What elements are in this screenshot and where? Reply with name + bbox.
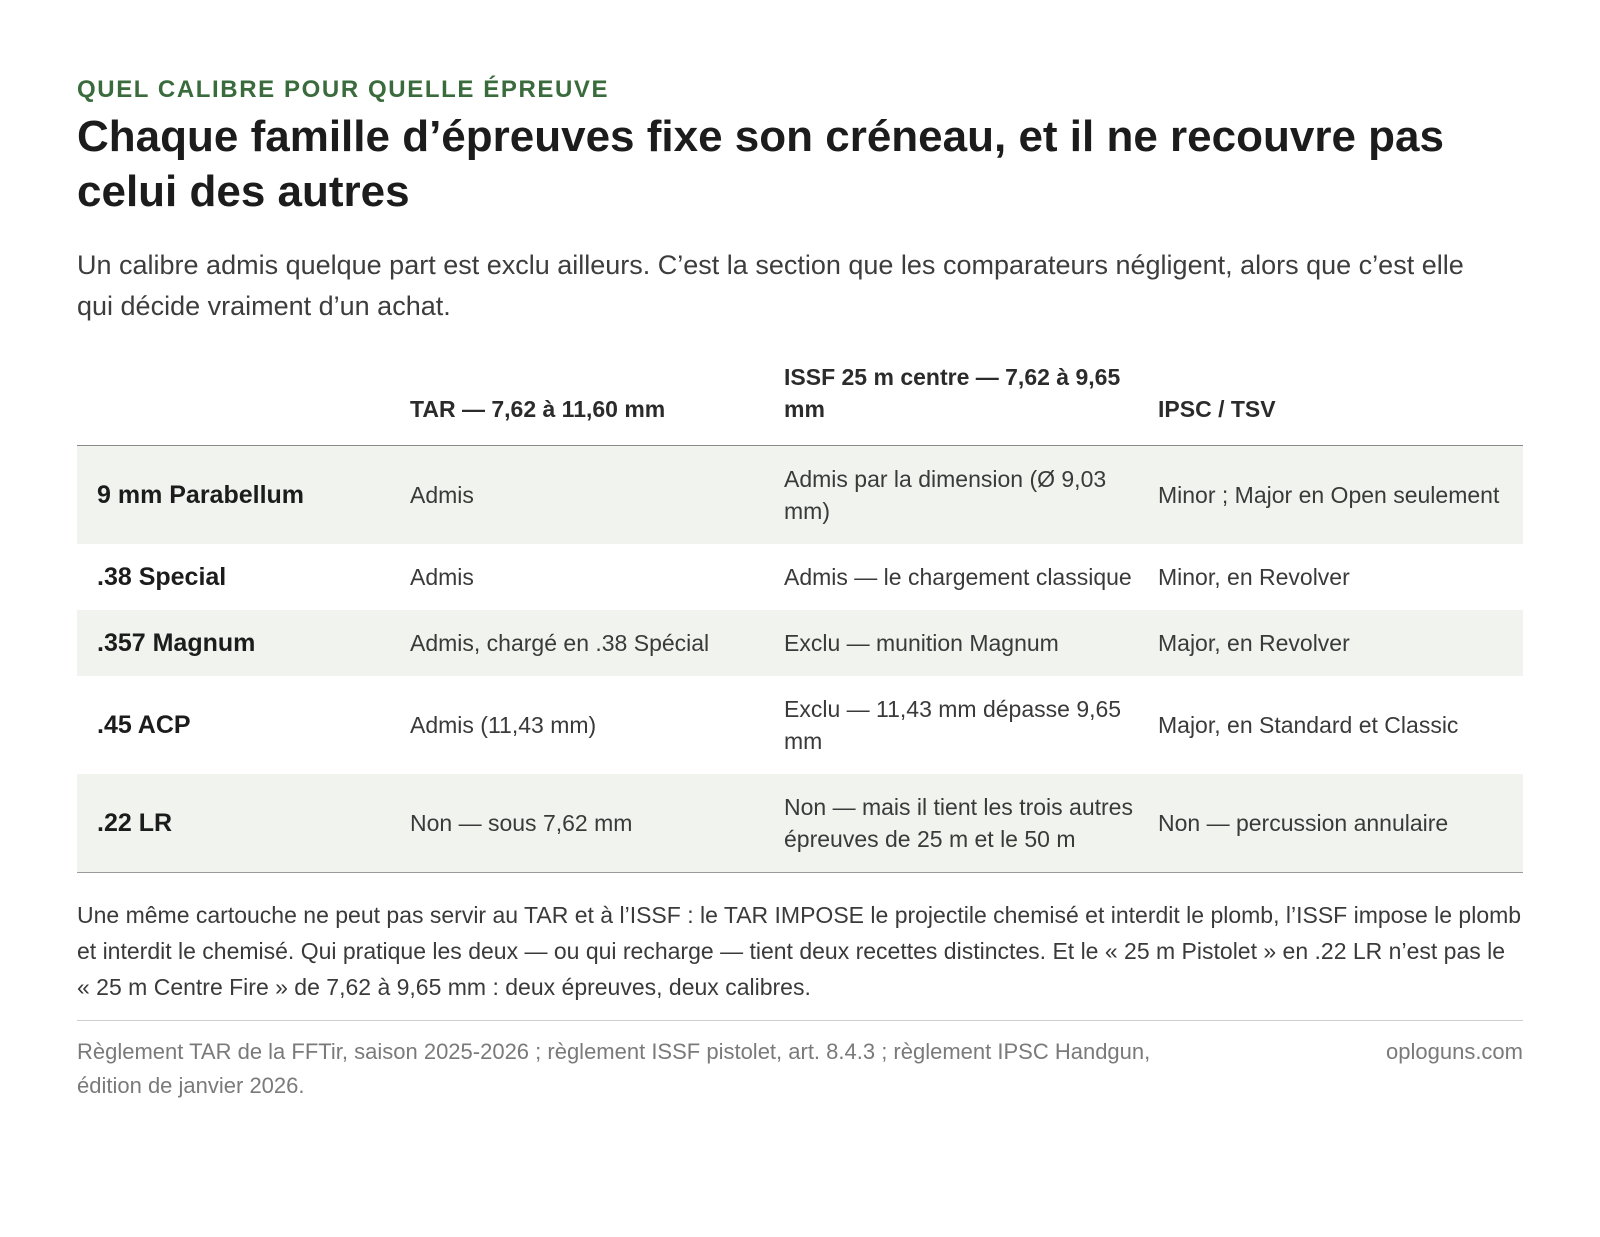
column-header-caliber	[77, 361, 410, 446]
column-header-issf: ISSF 25 m centre — 7,62 à 9,65 mm	[784, 361, 1158, 446]
site-brand: oploguns.com	[1386, 1039, 1523, 1064]
cell-ipsc: Minor, en Revolver	[1158, 564, 1350, 590]
table-row	[77, 544, 1523, 610]
row-caliber: .45 ACP	[97, 711, 191, 739]
cell-issf: Exclu — 11,43 mm dépasse 9,65 mm	[784, 696, 1122, 754]
page-subtitle: Un calibre admis quelque part est exclu ailleurs. C’est la section que les comparateurs négligent, alors que c’est elle qui décide vraiment d’un achat.	[77, 250, 1464, 321]
section-kicker: QUEL CALIBRE POUR QUELLE ÉPREUVE	[77, 76, 610, 103]
cell-issf: Admis par la dimension (Ø 9,03 mm)	[784, 446, 1158, 545]
cell-issf: Non — mais il tient les trois autres épreuves de 25 m et le 50 m	[784, 774, 1158, 873]
row-caliber: .22 LR	[77, 774, 410, 873]
cell-ipsc: Major, en Standard et Classic	[1158, 712, 1459, 738]
cell-issf: Exclu — munition Magnum	[784, 610, 1158, 676]
caliber-table	[77, 361, 1523, 873]
row-caliber: 9 mm Parabellum	[77, 446, 410, 545]
cell-ipsc: Minor ; Major en Open seulement	[1158, 446, 1523, 545]
cell-tar: Admis	[410, 446, 784, 545]
cell-issf: Admis — le chargement classique	[784, 564, 1132, 590]
row-caliber: .357 Magnum	[77, 610, 410, 676]
footer-divider	[77, 1020, 1523, 1021]
source-citation: Règlement TAR de la FFTir, saison 2025-2026 ; règlement ISSF pistolet, art. 8.4.3 ; règlement IPSC Handgun, édition de janvier 2026.	[77, 1039, 1151, 1098]
table-header-row	[77, 361, 1523, 446]
row-caliber: .38 Special	[97, 563, 227, 591]
cell-tar: Admis (11,43 mm)	[410, 712, 597, 738]
cell-tar: Admis	[410, 564, 474, 590]
cell-ipsc: Non — percussion annulaire	[1158, 774, 1523, 873]
footer	[77, 1035, 1523, 1103]
cell-tar: Non — sous 7,62 mm	[410, 774, 784, 873]
table-row	[77, 774, 1523, 873]
explanatory-note: Une même cartouche ne peut pas servir au TAR et à l’ISSF : le TAR IMPOSE le projectile chemisé et interdit le plomb, l’ISSF impose le plomb et interdit le chemisé. Qui pratique les deux — ou qui recharge — tient deux recettes distinctes. Et le « 25 m Pistolet » en .22 LR n’est pas le « 25 m Centre Fire » de 7,62 à 9,65 mm : deux épreuves, deux calibres.	[77, 902, 1522, 1000]
table-row	[77, 676, 1523, 774]
cell-tar: Admis, chargé en .38 Spécial	[410, 610, 784, 676]
column-header-tar: TAR — 7,62 à 11,60 mm	[410, 361, 784, 446]
table-row	[77, 610, 1523, 676]
table-row	[77, 446, 1523, 545]
column-header-ipsc: IPSC / TSV	[1158, 361, 1523, 446]
page-title: Chaque famille d’épreuves fixe son créneau, et il ne recouvre pas celui des autres	[77, 112, 1444, 216]
cell-ipsc: Major, en Revolver	[1158, 610, 1523, 676]
